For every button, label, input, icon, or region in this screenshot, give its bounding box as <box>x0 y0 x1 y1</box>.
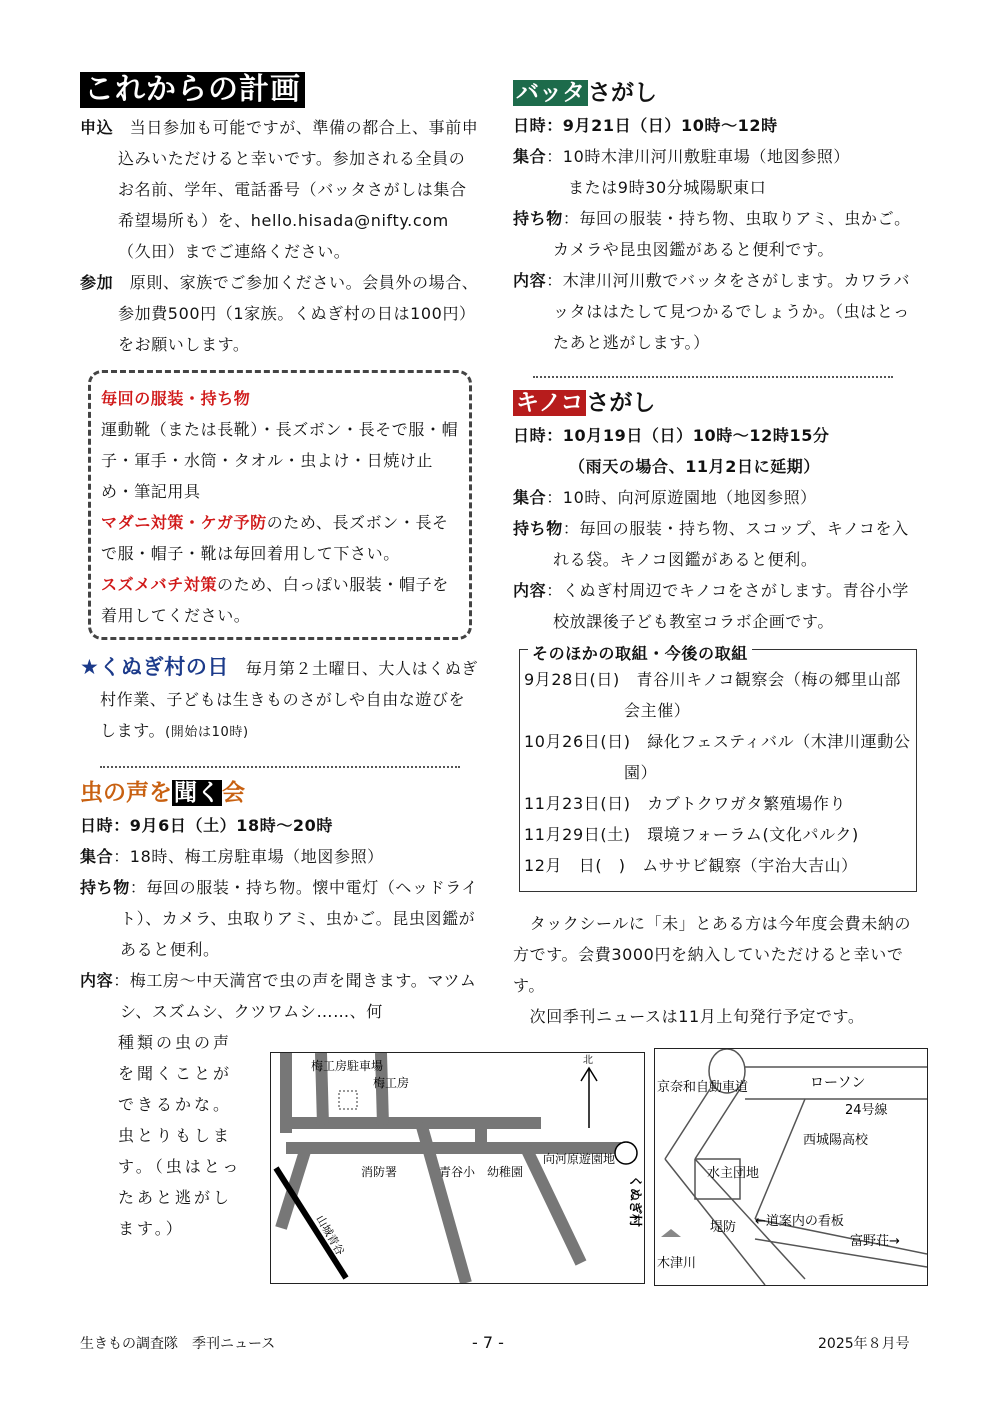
grasshopper-bring-label: 持ち物 <box>513 209 563 228</box>
map-label-teibo: 堤防 <box>710 1220 737 1235</box>
plan-title: これからの計画 <box>80 72 305 108</box>
mushroom-title <box>513 386 913 420</box>
mushroom-date: 日時：10月19日（日）10時〜12時15分 <box>513 426 830 445</box>
mushroom-meet-label: 集合 <box>513 488 547 507</box>
kunugi-day <box>80 652 480 748</box>
mushroom-content-text: ：くぬぎ村周辺でキノコをさがします。青谷小学校放課後子ども教室コラボ企画です。 <box>546 581 910 631</box>
other-activity-item <box>524 788 912 819</box>
grasshopper-bring <box>513 203 913 265</box>
divider-wave <box>100 752 460 768</box>
belongings-box <box>88 370 472 640</box>
insect-voice-bring-text: ：毎回の服装・持ち物。懐中電灯（ヘッドライト）、カメラ、虫取りアミ、虫かご。昆虫図鑑があると便利。 <box>120 878 478 959</box>
other-activity-date: 12月 日( ) <box>524 856 626 875</box>
insect-voice-content-text: ：梅工房〜中天満宮で虫の声を聞きます。マツムシ、スズムシ、クツワムシ……、何 <box>113 971 477 1021</box>
insect-voice-meet-text: ：18時、梅工房駐車場（地図参照） <box>113 847 384 866</box>
grasshopper-title-tag: バッタ <box>513 80 588 106</box>
grasshopper-title <box>513 76 913 110</box>
map-label-kizugawa: 木津川 <box>657 1256 697 1271</box>
tick-note-rest: のため、長ズボン・長そで服・帽子・靴は毎回着用して下さい。 <box>101 513 449 563</box>
participation-text: 原則、家族でご参加ください。会員外の場合、参加費500円（1家族。くぬぎ村の日は100円）をお願いします。 <box>113 273 479 354</box>
map-label-keinawa: 京奈和自動車道 <box>657 1080 749 1095</box>
tick-note <box>101 507 461 569</box>
footer-right: 2025年８月号 <box>818 1336 910 1352</box>
insect-voice-title-a: 虫の声を <box>80 780 172 806</box>
application-label: 申込 <box>80 118 114 137</box>
belongings-heading: 毎回の服装・持ち物 <box>101 389 251 408</box>
other-activity-text: 青谷川キノコ観察会（梅の郷里山部会主催） <box>624 670 901 720</box>
participation-label: 参加 <box>80 273 114 292</box>
footer-left: 生きもの調査隊 季刊ニュース <box>80 1336 276 1352</box>
mushroom-content-label: 内容 <box>513 581 547 600</box>
map-label-fire-station: 消防署 <box>361 1165 398 1179</box>
mushroom-meet-text: ：10時、向河原遊園地（地図参照） <box>546 488 817 507</box>
hornet-note <box>101 569 461 631</box>
other-activity-date: 9月28日(日) <box>524 670 620 689</box>
map-label-railway: 山城青谷 <box>313 1213 347 1258</box>
kunugi-day-start: (開始は10時) <box>165 725 249 740</box>
map-label-aotani-school: 青谷小 <box>439 1165 476 1179</box>
insect-voice-bring <box>80 872 480 965</box>
grasshopper-meet-label: 集合 <box>513 147 547 166</box>
grasshopper-content <box>513 265 913 358</box>
other-activity-date: 10月26日(日) <box>524 732 631 751</box>
grasshopper-date: 日時：9月21日（日）10時〜12時 <box>513 116 778 135</box>
other-activity-item <box>524 850 912 881</box>
map-label-suishu: 水主団地 <box>707 1166 760 1181</box>
grasshopper-title-rest: さがし <box>588 80 657 106</box>
hornet-note-rest: のため、白っぽい服装・帽子を着用してください。 <box>101 575 449 625</box>
map-kizugawa <box>654 1048 928 1286</box>
insect-voice-title-b: 聞く <box>174 780 220 806</box>
other-activity-text: カブトクワガタ繁殖場作り <box>647 794 847 813</box>
other-activity-item <box>524 664 912 726</box>
participation-paragraph <box>80 267 480 360</box>
grasshopper-content-label: 内容 <box>513 271 547 290</box>
map-label-lawson: ローソン <box>810 1075 866 1091</box>
right-column <box>513 72 913 1032</box>
page-number: - 7 - <box>472 1333 504 1352</box>
map-insect-meeting-svg <box>271 1053 644 1283</box>
insect-voice-content <box>80 965 480 1027</box>
grasshopper-bring-text: ：毎回の服装・持ち物、虫取りアミ、虫かご。カメラや昆虫図鑑があると便利です。 <box>553 209 911 259</box>
map-insect-meeting <box>270 1052 645 1284</box>
tick-note-red: マダニ対策・ケガ予防 <box>101 513 267 532</box>
other-activity-date: 11月23日(日) <box>524 794 631 813</box>
map-label-north: 北 <box>583 1055 593 1066</box>
map-label-mukaigawara: 向河原遊園地 <box>543 1152 616 1166</box>
map-label-umekobo: 梅工房 <box>373 1076 410 1090</box>
mushroom-bring-text: ：毎回の服装・持ち物、スコップ、キノコを入れる袋。キノコ図鑑があると便利。 <box>553 519 909 569</box>
kunugi-marker-icon <box>615 1142 637 1164</box>
mushroom-content <box>513 575 913 637</box>
insect-voice-title-c: 会 <box>222 780 245 806</box>
other-activity-text: 緑化フェスティバル（木津川運動公園） <box>624 732 911 782</box>
insect-voice-content-cont: 種類の虫の声を聞くことができるかな。虫とりもします。（虫はとったあと逃がします。） <box>118 1033 242 1238</box>
map-label-sign: ←道案内の看板 <box>755 1214 844 1229</box>
other-activity-item <box>524 726 912 788</box>
membership-fee-notice: タックシールに「未」とある方は今年度会費未納の方です。会費3000円を納入していただけると幸いです。 <box>513 914 912 995</box>
insect-voice-meet-label: 集合 <box>80 847 114 866</box>
map-label-nishijoyo: 西城陽高校 <box>803 1133 869 1148</box>
divider-wave <box>533 362 893 378</box>
insect-voice-title <box>80 776 480 810</box>
mushroom-meet <box>513 482 913 513</box>
other-activity-text: 環境フォーラム(文化パルク) <box>647 825 859 844</box>
mushroom-title-tag: キノコ <box>513 390 586 416</box>
grasshopper-meet <box>513 141 913 172</box>
other-activities-legend: そのほかの取組・今後の取組 <box>528 638 752 669</box>
map-label-kunugi: くぬぎ村 <box>627 1175 642 1228</box>
map-label-tomino: 富野荘→ <box>850 1234 900 1249</box>
hornet-note-red: スズメバチ対策 <box>101 575 218 594</box>
parking-marker <box>339 1091 357 1109</box>
grasshopper-meet-text: ：10時木津川河川敷駐車場（地図参照） <box>546 147 850 166</box>
grasshopper-content-text: ：木津川河川敷でバッタをさがします。カワラバッタははたして見つかるでしょうか。（虫はとったあと逃がします。） <box>546 271 911 352</box>
map-label-kindergarten: 幼稚園 <box>487 1165 524 1179</box>
application-text: 当日参加も可能ですが、準備の都合上、事前申込みいただけると幸いです。参加される全員のお名前、学年、電話番号（バッタさがしは集合希望場所も）を、hello.hisada@nifty.com（久田）までご連絡ください。 <box>113 118 479 261</box>
mushroom-rain-date: （雨天の場合、11月2日に延期） <box>569 457 820 476</box>
application-paragraph <box>80 112 480 267</box>
mushroom-bring-label: 持ち物 <box>513 519 563 538</box>
insect-voice-meet <box>80 841 480 872</box>
next-issue-notice: 次回季刊ニュースは11月上旬発行予定です。 <box>513 1007 865 1026</box>
grasshopper-meet-alt: または9時30分城陽駅東口 <box>568 178 767 197</box>
mushroom-bring <box>513 513 913 575</box>
other-activity-text: ムササビ観察（宇治大吉山） <box>642 856 858 875</box>
mushroom-title-rest: さがし <box>586 390 656 416</box>
other-activities-box <box>519 644 917 892</box>
other-activity-item <box>524 819 912 850</box>
map-kizugawa-svg <box>655 1049 927 1285</box>
kunugi-day-text: 毎月第２土曜日、大人はくぬぎ村作業、子どもは生きものさがしや自由な遊びをします。 <box>100 659 479 740</box>
insect-voice-date: 日時：9月6日（土）18時〜20時 <box>80 816 333 835</box>
map-label-route24: 24号線 <box>845 1103 888 1118</box>
map-label-parking: 梅工房駐車場 <box>311 1059 384 1073</box>
other-activity-date: 11月29日(土) <box>524 825 631 844</box>
kunugi-day-title: ★くぬぎ村の日 <box>80 655 230 679</box>
parking-marker-icon <box>661 1229 681 1237</box>
insect-voice-bring-label: 持ち物 <box>80 878 130 897</box>
insect-voice-content-label: 内容 <box>80 971 114 990</box>
belongings-items: 運動靴（または長靴）・長ズボン・長そで服・帽子・軍手・水筒・タオル・虫よけ・日焼け止め・筆記用具 <box>101 420 459 501</box>
